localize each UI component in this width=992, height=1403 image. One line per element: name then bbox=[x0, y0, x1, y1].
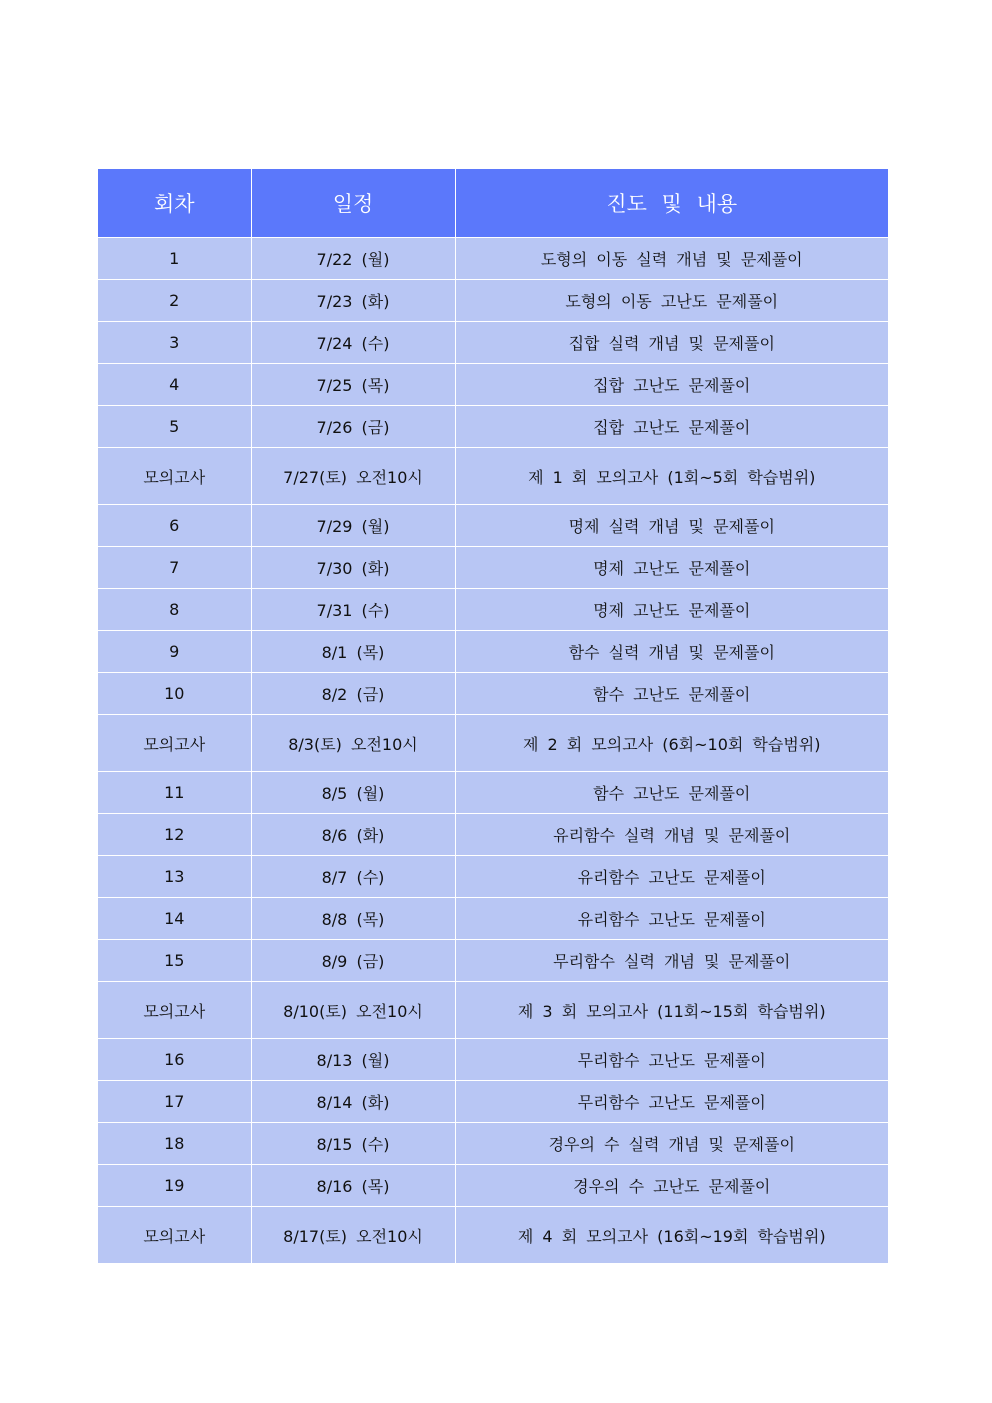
cell-session: 3 bbox=[98, 322, 251, 364]
table-row bbox=[98, 322, 888, 364]
cell-content: 도형의 이동 실력 개념 및 문제풀이 bbox=[455, 238, 888, 280]
cell-date: 8/16 (목) bbox=[251, 1165, 455, 1207]
table-row bbox=[98, 1081, 888, 1123]
exam-row bbox=[98, 448, 888, 505]
header-session: 회차 bbox=[98, 169, 251, 238]
header-row bbox=[98, 169, 888, 238]
header-date: 일정 bbox=[251, 169, 455, 238]
cell-content: 무리함수 실력 개념 및 문제풀이 bbox=[455, 940, 888, 982]
cell-session: 19 bbox=[98, 1165, 251, 1207]
cell-content: 함수 실력 개념 및 문제풀이 bbox=[455, 631, 888, 673]
table-body bbox=[98, 238, 888, 1264]
cell-content: 무리함수 고난도 문제풀이 bbox=[455, 1081, 888, 1123]
cell-date: 8/15 (수) bbox=[251, 1123, 455, 1165]
cell-session: 15 bbox=[98, 940, 251, 982]
cell-session: 16 bbox=[98, 1039, 251, 1081]
cell-session: 4 bbox=[98, 364, 251, 406]
cell-session: 모의고사 bbox=[98, 448, 251, 505]
schedule-table bbox=[98, 169, 888, 1264]
cell-session: 17 bbox=[98, 1081, 251, 1123]
cell-date: 8/1 (목) bbox=[251, 631, 455, 673]
cell-content: 집합 실력 개념 및 문제풀이 bbox=[455, 322, 888, 364]
cell-date: 8/3(토) 오전10시 bbox=[251, 715, 455, 772]
table-row bbox=[98, 1123, 888, 1165]
cell-content: 집합 고난도 문제풀이 bbox=[455, 406, 888, 448]
table-row bbox=[98, 1165, 888, 1207]
cell-date: 7/26 (금) bbox=[251, 406, 455, 448]
cell-date: 7/29 (월) bbox=[251, 505, 455, 547]
cell-session: 모의고사 bbox=[98, 982, 251, 1039]
table-header bbox=[98, 169, 888, 238]
exam-row bbox=[98, 715, 888, 772]
table-row bbox=[98, 856, 888, 898]
cell-date: 8/13 (월) bbox=[251, 1039, 455, 1081]
cell-session: 6 bbox=[98, 505, 251, 547]
cell-session: 8 bbox=[98, 589, 251, 631]
cell-session: 모의고사 bbox=[98, 1207, 251, 1264]
table-row bbox=[98, 772, 888, 814]
cell-content: 유리함수 실력 개념 및 문제풀이 bbox=[455, 814, 888, 856]
table-row bbox=[98, 631, 888, 673]
cell-session: 18 bbox=[98, 1123, 251, 1165]
cell-content: 함수 고난도 문제풀이 bbox=[455, 673, 888, 715]
cell-date: 7/23 (화) bbox=[251, 280, 455, 322]
cell-content: 경우의 수 고난도 문제풀이 bbox=[455, 1165, 888, 1207]
cell-session: 12 bbox=[98, 814, 251, 856]
cell-content: 명제 실력 개념 및 문제풀이 bbox=[455, 505, 888, 547]
cell-session: 14 bbox=[98, 898, 251, 940]
cell-date: 8/10(토) 오전10시 bbox=[251, 982, 455, 1039]
cell-date: 8/9 (금) bbox=[251, 940, 455, 982]
exam-row bbox=[98, 1207, 888, 1264]
cell-session: 11 bbox=[98, 772, 251, 814]
cell-content: 무리함수 고난도 문제풀이 bbox=[455, 1039, 888, 1081]
cell-date: 7/24 (수) bbox=[251, 322, 455, 364]
cell-content: 제 1 회 모의고사 (1회~5회 학습범위) bbox=[455, 448, 888, 505]
table-row bbox=[98, 814, 888, 856]
cell-date: 8/2 (금) bbox=[251, 673, 455, 715]
table-row bbox=[98, 940, 888, 982]
table-row bbox=[98, 673, 888, 715]
table-row bbox=[98, 280, 888, 322]
table-row bbox=[98, 505, 888, 547]
cell-session: 7 bbox=[98, 547, 251, 589]
table-row bbox=[98, 898, 888, 940]
cell-session: 2 bbox=[98, 280, 251, 322]
cell-session: 5 bbox=[98, 406, 251, 448]
cell-date: 8/7 (수) bbox=[251, 856, 455, 898]
table-row bbox=[98, 1039, 888, 1081]
cell-session: 모의고사 bbox=[98, 715, 251, 772]
cell-session: 9 bbox=[98, 631, 251, 673]
exam-row bbox=[98, 982, 888, 1039]
cell-session: 1 bbox=[98, 238, 251, 280]
cell-session: 10 bbox=[98, 673, 251, 715]
cell-date: 8/17(토) 오전10시 bbox=[251, 1207, 455, 1264]
cell-session: 13 bbox=[98, 856, 251, 898]
header-content: 진도 및 내용 bbox=[455, 169, 888, 238]
cell-date: 7/27(토) 오전10시 bbox=[251, 448, 455, 505]
cell-date: 8/5 (월) bbox=[251, 772, 455, 814]
cell-content: 집합 고난도 문제풀이 bbox=[455, 364, 888, 406]
table-row bbox=[98, 364, 888, 406]
cell-content: 제 3 회 모의고사 (11회~15회 학습범위) bbox=[455, 982, 888, 1039]
table-row bbox=[98, 589, 888, 631]
table-row bbox=[98, 406, 888, 448]
cell-content: 도형의 이동 고난도 문제풀이 bbox=[455, 280, 888, 322]
table-row bbox=[98, 547, 888, 589]
cell-date: 7/31 (수) bbox=[251, 589, 455, 631]
cell-content: 경우의 수 실력 개념 및 문제풀이 bbox=[455, 1123, 888, 1165]
cell-date: 8/14 (화) bbox=[251, 1081, 455, 1123]
cell-content: 유리함수 고난도 문제풀이 bbox=[455, 856, 888, 898]
cell-content: 제 2 회 모의고사 (6회~10회 학습범위) bbox=[455, 715, 888, 772]
cell-content: 제 4 회 모의고사 (16회~19회 학습범위) bbox=[455, 1207, 888, 1264]
cell-content: 명제 고난도 문제풀이 bbox=[455, 589, 888, 631]
cell-date: 7/30 (화) bbox=[251, 547, 455, 589]
cell-content: 함수 고난도 문제풀이 bbox=[455, 772, 888, 814]
cell-date: 7/22 (월) bbox=[251, 238, 455, 280]
cell-content: 명제 고난도 문제풀이 bbox=[455, 547, 888, 589]
table-row bbox=[98, 238, 888, 280]
cell-date: 7/25 (목) bbox=[251, 364, 455, 406]
cell-date: 8/8 (목) bbox=[251, 898, 455, 940]
cell-content: 유리함수 고난도 문제풀이 bbox=[455, 898, 888, 940]
cell-date: 8/6 (화) bbox=[251, 814, 455, 856]
